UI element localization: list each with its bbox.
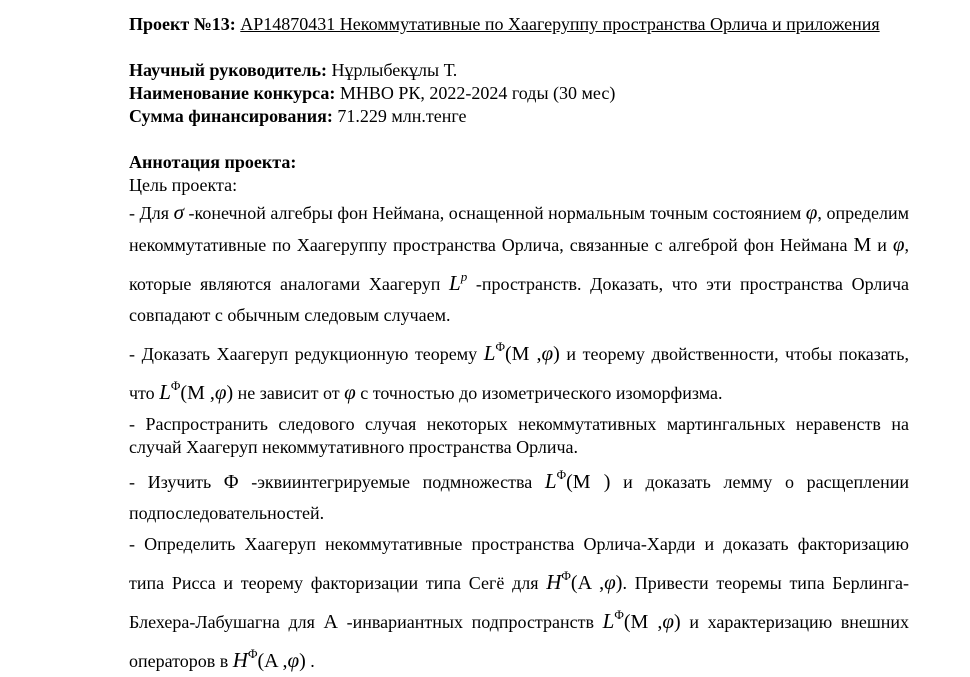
algebra-A-symbol: A [323, 611, 338, 633]
project-title-line [129, 13, 909, 36]
project-label: Проект №13: [129, 14, 236, 34]
supervisor-line [129, 59, 909, 82]
supervisor-value: Нұрлыбекұлы Т. [331, 60, 458, 80]
goal-item-4: - Изучить Φ -эквиинтегрируемые подмножества $L^\Phi(M$ ) и доказать лемму о расщеплении подпоследовательностей. [129, 467, 910, 523]
formula-LPhi-M: $L^\Phi(M$ ) [544, 467, 611, 493]
formula-LPhi-M-phi: $L^\Phi(M$ ,φ) [602, 607, 681, 633]
formula-HPhi-A-phi: $H^\Phi(A$ ,φ) [232, 646, 306, 672]
formula-HPhi-A-phi: $H^\Phi(A$ ,φ) [546, 568, 623, 594]
Lp-symbol: $L^p$ [449, 269, 468, 295]
project-title: AP14870431 Некоммутативные по Хаагеруппу пространства Орлича и приложения [240, 14, 880, 34]
contest-label: Наименование конкурса: [129, 83, 336, 103]
formula-LPhi-M-phi: $L^\Phi(M$ ,φ) [159, 378, 234, 404]
goal-label: Цель проекта: [129, 175, 238, 195]
Phi-symbol: Φ [223, 471, 239, 493]
funding-value: 71.229 млн.тенге [337, 106, 467, 126]
goal-item-1: - Для σ -конечной алгебры фон Неймана, оснащенной нормальным точным состоянием φ, определим некоммутативные по Хаагеруппу пространства Орлича, связанные с алгеброй фон Неймана M и φ, которые являются аналогами Хаагеруп $L^p$ -пространств. Доказать, что эти пространства Орлича совпадают с обычным следовым случаем. [129, 200, 910, 325]
phi-symbol: φ [805, 200, 818, 224]
funding-label: Сумма финансирования: [129, 106, 333, 126]
phi-symbol: φ [344, 380, 356, 404]
supervisor-label: Научный руководитель: [129, 60, 327, 80]
contest-value: МНВО РК, 2022-2024 годы (30 мес) [339, 83, 616, 103]
funding-line [129, 105, 909, 128]
document-page [129, 13, 909, 677]
contest-line [129, 82, 909, 105]
algebra-M-symbol: M [853, 234, 872, 256]
formula-LPhi-M-phi: $L^\Phi(M$ ,φ) [483, 339, 560, 365]
goal-item-2: - Доказать Хаагеруп редукционную теорему $L^\Phi(M$ ,φ) и теорему двойственности, чтобы показать, что $L^\Phi(M$ ,φ) не зависит от φ с точностью до изометрического изоморфизма. [129, 339, 910, 404]
phi-symbol: φ [892, 232, 905, 256]
sigma-symbol: σ [173, 200, 184, 224]
goal-item-3: - Распространить следового случая некоторых некоммутативных мартингальных неравенств на случай Хаагеруп некоммутативного пространства Орлича. [129, 414, 909, 457]
goal-item-5: - Определить Хаагеруп некоммутативные пространства Орлича-Харди и доказать факторизацию типа Рисса и теорему факторизации типа Сегё для $H^\Phi(A$ ,φ). Привести теоремы типа Берлинга-Блехера-Лабушагна для A -инвариантных подпространств $L^\Phi(M$ ,φ) и характеризацию внешних операторов в $H^\Phi(A$ ,φ) . [129, 534, 910, 672]
annotation-heading: Аннотация проекта: [129, 152, 297, 172]
